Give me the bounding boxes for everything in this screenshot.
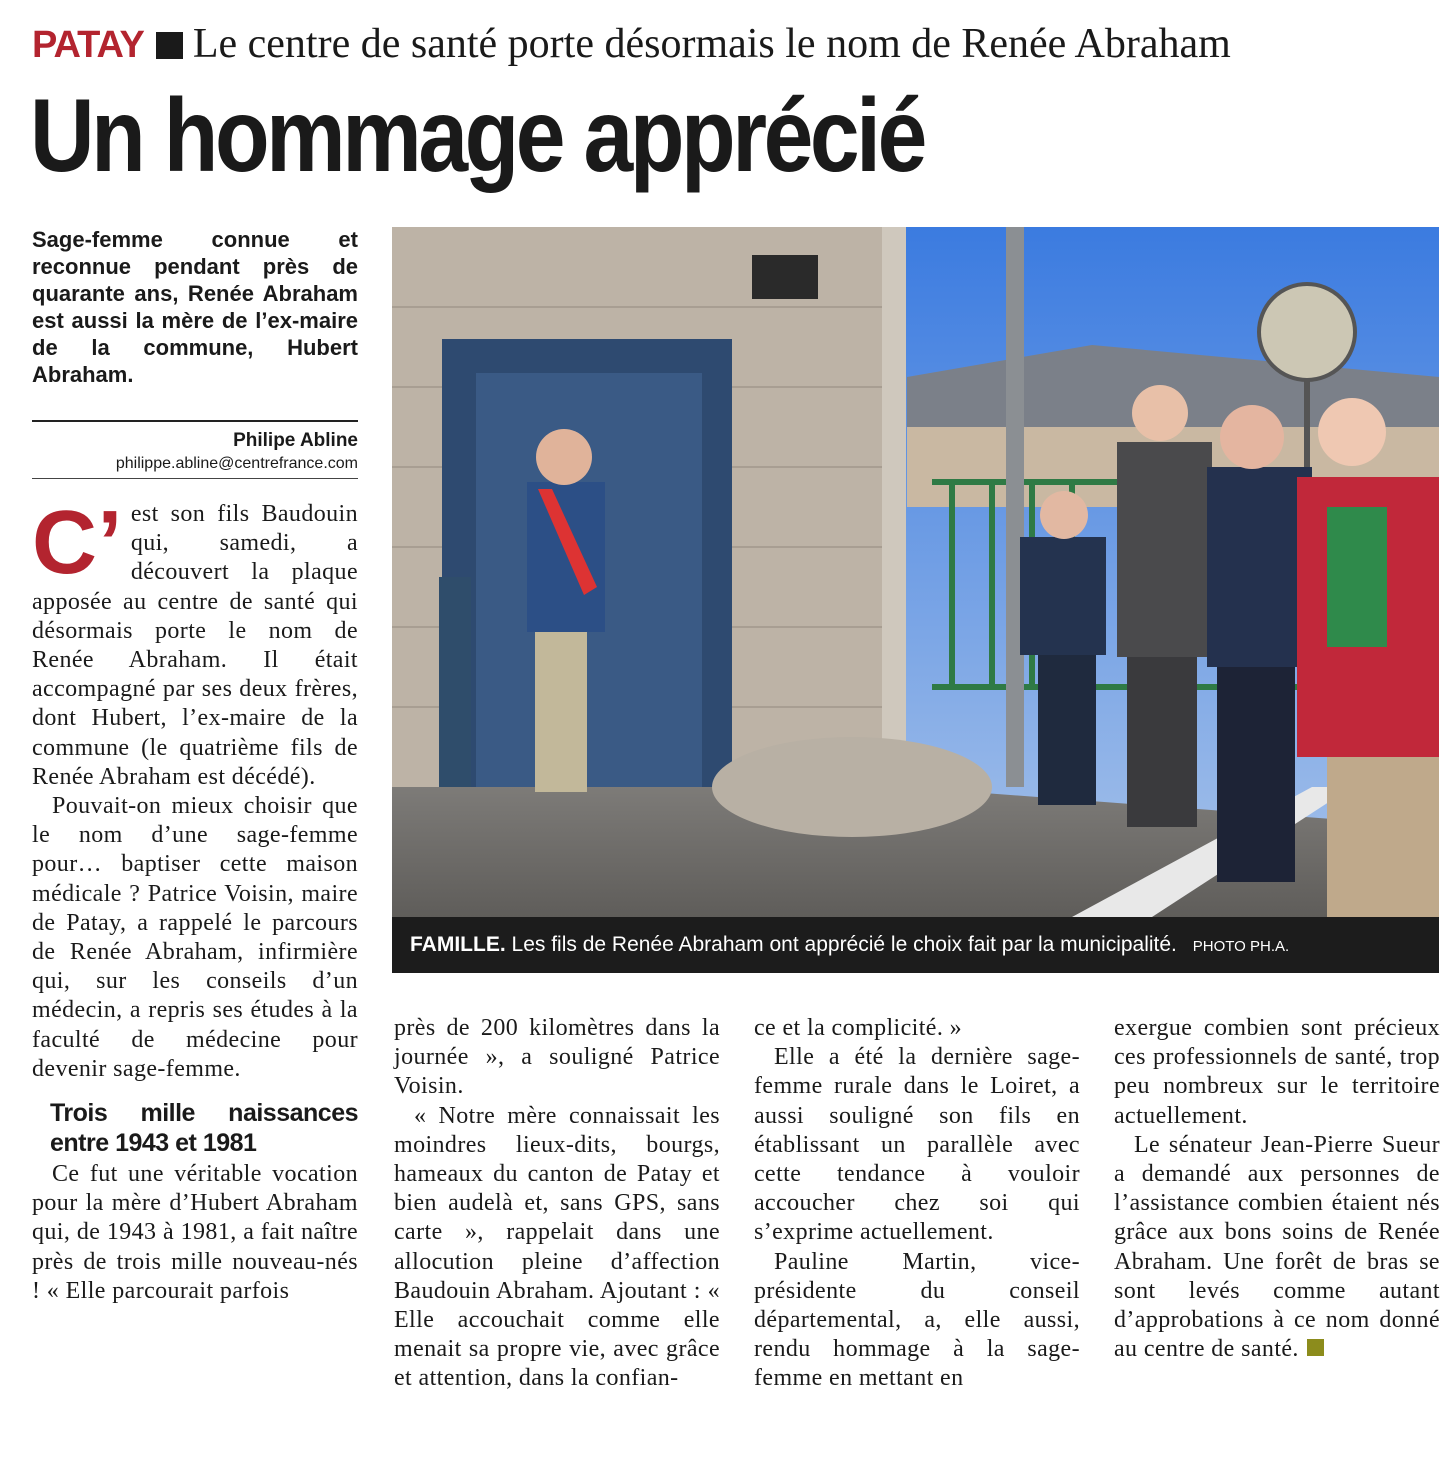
divider: [32, 478, 358, 479]
dropcap: C’: [32, 493, 123, 593]
divider: [32, 420, 358, 422]
byline: [32, 428, 358, 474]
caption-lead: FAMILLE.: [410, 933, 506, 956]
end-square-icon: [1307, 1339, 1324, 1356]
author-name: Philipe Abline: [233, 430, 358, 451]
square-bullet-icon: [156, 32, 183, 59]
article-column-3: [754, 1014, 1080, 1394]
photo-credit: PHOTO PH.A.: [1192, 938, 1290, 955]
caption-text: Les fils de Renée Abraham ont apprécié le choix fait par la municipalité.: [511, 933, 1177, 956]
author-email: philippe.abline@centrefrance.com: [115, 455, 358, 472]
paragraph: [32, 493, 358, 792]
paragraph: « Notre mère connaissait les moindres lieux-dits, bourgs, hameaux du canton de Patay et bien audelà et, sans GPS, sans carte », rappelait dans une allocution pleine d’affection Baudouin Abraham. Ajoutant : « Elle accouchait comme elle menait sa propre vie, avec grâce et attention, dans la confian-: [394, 1102, 720, 1392]
article-column-4: [1114, 1014, 1440, 1364]
subheading: Trois mille naissances entre 1943 et 1981: [50, 1099, 358, 1158]
paragraph: près de 200 kilomètres dans la journée », a souligné Patrice Voisin.: [394, 1015, 720, 1100]
paragraph: Pauline Martin, vice-présidente du conseil départemental, a, elle aussi, rendu hommage à la sage-femme en mettant en: [754, 1248, 1080, 1392]
paragraph: Elle a été la dernière sage-femme rurale dans le Loiret, a aussi souligné son fils en établissant un parallèle avec cette tendance à vouloir accoucher chez soi qui s’exprime actuellement.: [754, 1044, 1080, 1246]
kicker-place: PATAY: [32, 24, 144, 66]
kicker-text: Le centre de santé porte désormais le nom de Renée Abraham: [192, 21, 1231, 67]
article-column-1: [32, 493, 358, 1306]
photo-illustration: [392, 227, 1439, 917]
chapo: Sage-femme connue et reconnue pendant près de quarante ans, Renée Abraham est aussi la mère de l’ex-maire de la commune, Hubert Abraham.: [32, 227, 358, 387]
paragraph: Ce fut une véritable vocation pour la mère d’Hubert Abraham qui, de 1943 à 1981, a fait naître près de trois mille nouveau-nés ! « Elle parcourait parfois: [32, 1161, 358, 1304]
paragraph: exergue combien sont précieux ces professionnels de santé, trop peu nombreux sur le territoire actuellement.: [1114, 1015, 1440, 1129]
headline: Un hommage apprécié: [30, 78, 924, 194]
article-column-2: [394, 1014, 720, 1394]
paragraph: [1114, 1131, 1440, 1365]
kicker: [32, 14, 1231, 74]
article-photo: [392, 227, 1439, 917]
paragraph: Pouvait-on mieux choisir que le nom d’une sage-femme pour… baptiser cette maison médicale ? Patrice Voisin, maire de Patay, a rappelé le parcours de Renée Abraham, infirmière qui, sur les conseils d’un médecin, a repris ses études à la faculté de médecine pour devenir sage-femme.: [32, 793, 358, 1082]
paragraph-text: Le sénateur Jean-Pierre Sueur a demandé aux personnes de l’assistance combien étaient nés grâce aux bons soins de Renée Abraham. Une forêt de bras se sont levés comme autant d’approbations à ce nom donné au centre de santé.: [1114, 1131, 1440, 1363]
paragraph: ce et la complicité. »: [754, 1015, 963, 1041]
paragraph-text: est son fils Baudouin qui, samedi, a découvert la plaque apposée au centre de santé qui désormais porte le nom de Renée Abraham. Il était accompagné par ses deux frères, dont Hubert, l’ex-maire de la commune (le quatrième fils de Renée Abraham est décédé).: [32, 501, 358, 790]
photo-caption: [392, 917, 1439, 973]
